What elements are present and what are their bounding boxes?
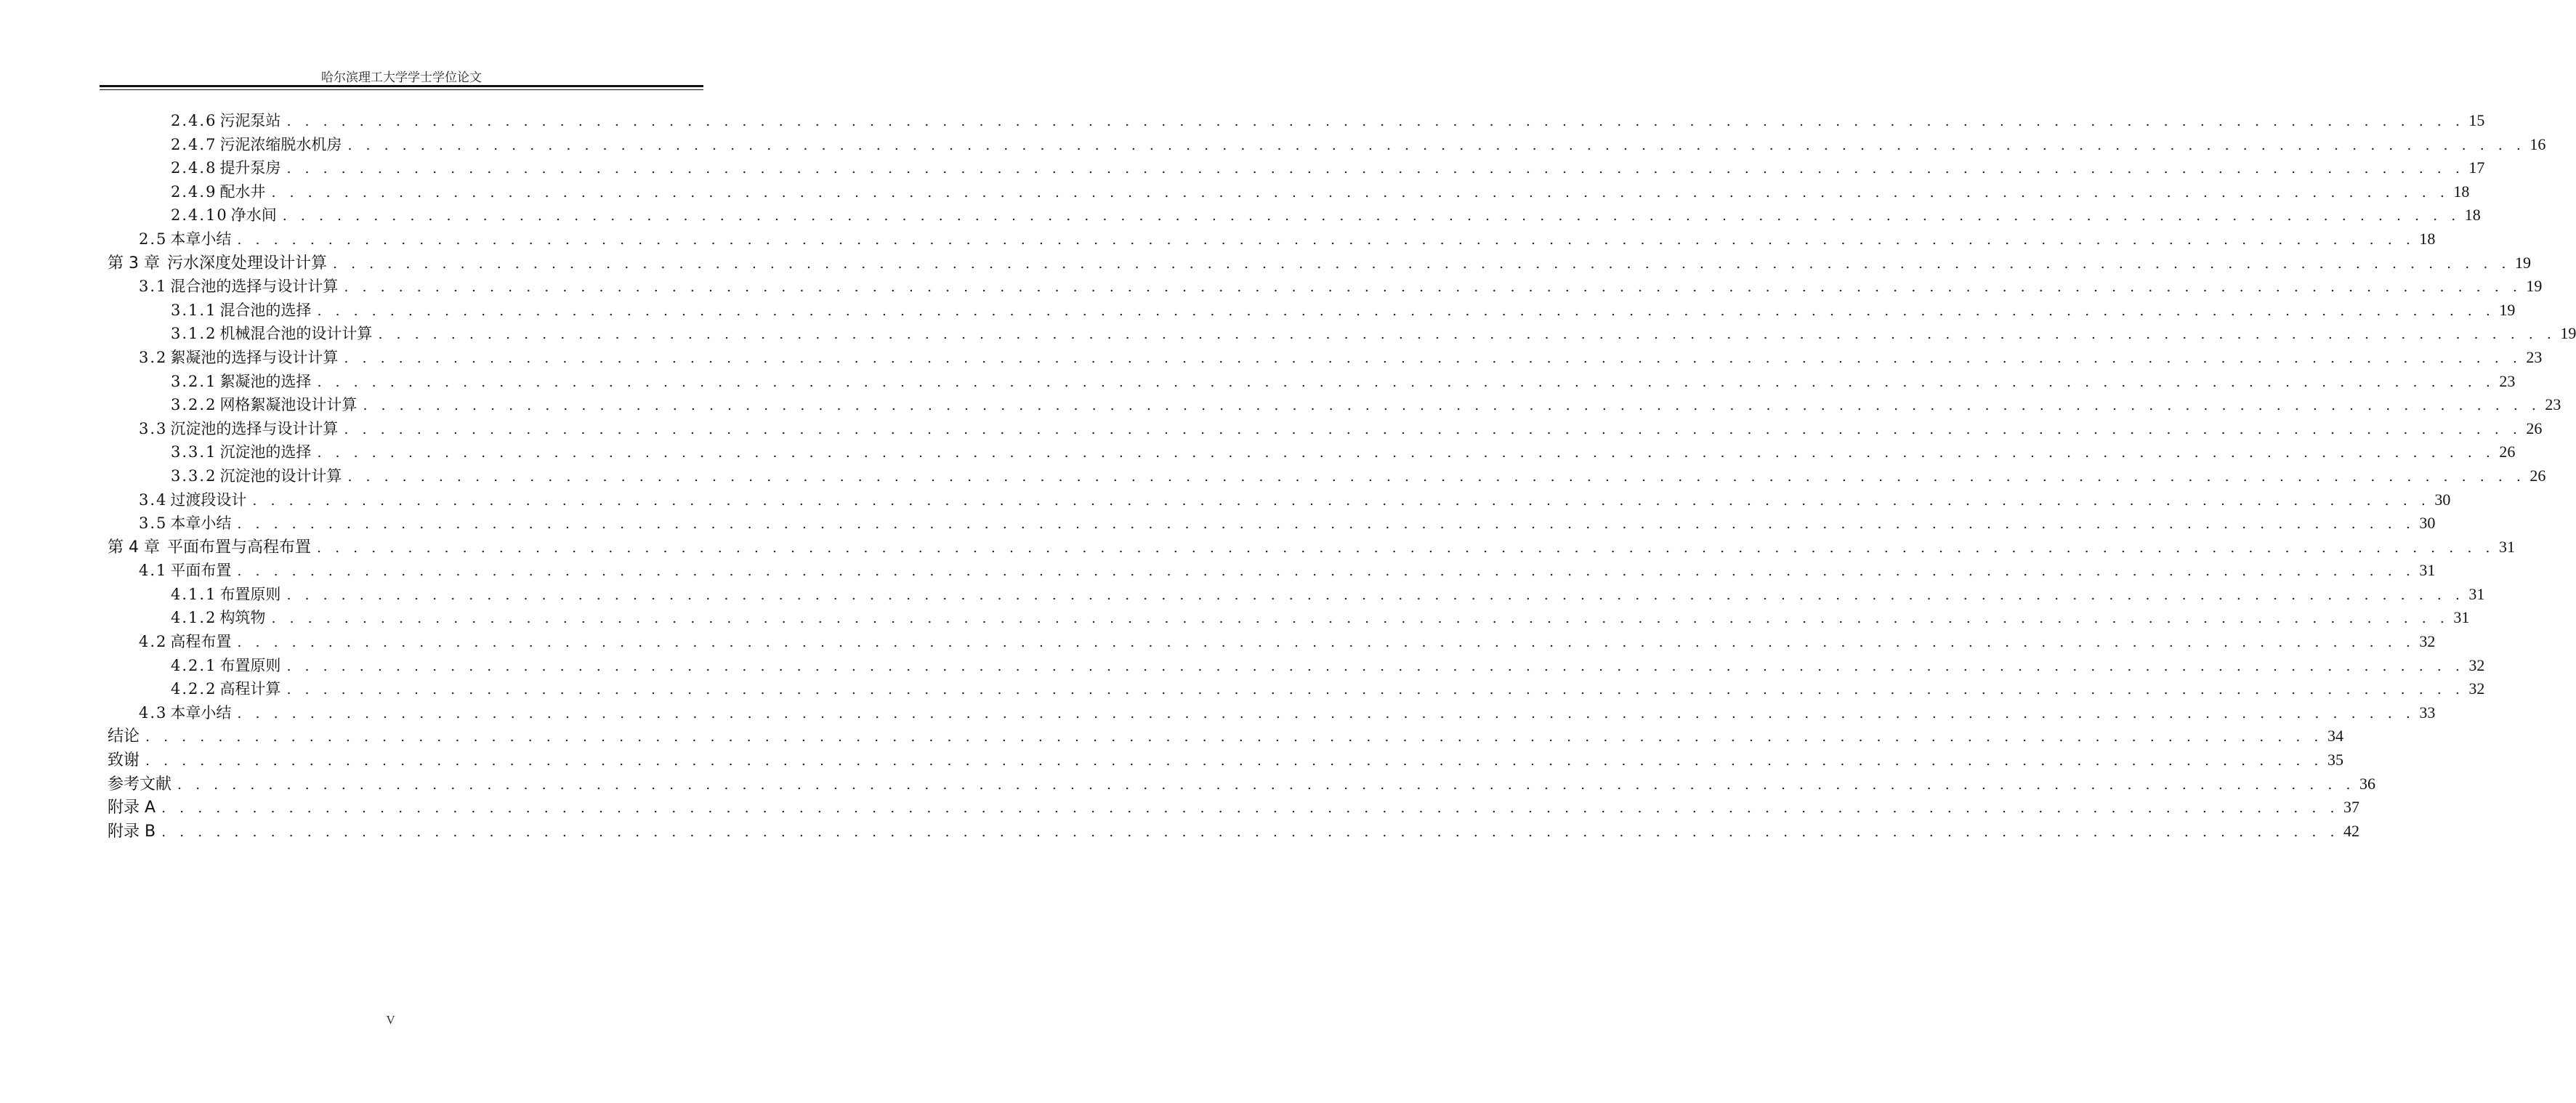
toc-entry-title: 平面布置 [170,562,232,580]
toc-entry-page: 31 [2498,537,2515,556]
toc-entry-title: 平面布置与高程布置 [166,538,311,557]
toc-entry-title: 本章小结 [170,230,232,248]
dot-leader: . . . . . . . . . . . . . . . . . . . . . . . . . . . . . . . . . . . . . . . . . . . . . . . . . . . . . . . . . . . . . . . . . . . . . . . . . . . . . . . . . . . . . . . . . . . . . . . . . . . . . . . . . . . . . . . . . . . . . . . . [237,705,2415,722]
toc-entry-page: 34 [2327,727,2343,746]
dot-leader: . . . . . . . . . . . . . . . . . . . . . . . . . . . . . . . . . . . . . . . . . . . . . . . . . . . . . . . . . . . . . . . . . . . . . . . . . . . . . . . . . . . . . . . . . . . . . . . . . . . . . . . . . . . . . . . . . . . . . . . . [252,492,2431,509]
toc-entry[interactable] [108,796,2359,820]
table-of-contents [108,109,2576,843]
toc-entry[interactable] [108,203,2481,227]
toc-entry-page: 19 [2526,277,2543,296]
toc-entry-number: 2.4.8 [171,159,217,177]
toc-entry[interactable] [108,677,2485,701]
toc-entry-title: 参考文献 [108,775,172,793]
toc-entry[interactable] [108,370,2516,394]
dot-leader: . . . . . . . . . . . . . . . . . . . . . . . . . . . . . . . . . . . . . . . . . . . . . . . . . . . . . . . . . . . . . . . . . . . . . . . . . . . . . . . . . . . . . . . . . . . . . . . . . . . . . . . . . . . . . . . . . . . . . . . . [317,539,2495,556]
toc-entry-page: 42 [2343,821,2360,840]
dot-leader: . . . . . . . . . . . . . . . . . . . . . . . . . . . . . . . . . . . . . . . . . . . . . . . . . . . . . . . . . . . . . . . . . . . . . . . . . . . . . . . . . . . . . . . . . . . . . . . . . . . . . . . . . . . . . . . . . . . . . . . . [271,184,2450,201]
toc-entry-title: 高程计算 [219,680,281,698]
toc-entry-title: 本章小结 [170,703,232,722]
toc-entry-number: 2.4.10 [171,206,228,225]
toc-entry-title: 提升泵房 [219,159,281,177]
running-header: 哈尔滨理工大学学士学位论文 [321,70,482,85]
toc-entry-number: 2.4.6 [171,112,217,129]
toc-entry-title: 附录 B [108,822,156,841]
toc-entry-page: 31 [2419,561,2436,580]
toc-entry-title: 机械混合池的设计计算 [219,325,373,343]
dot-leader: . . . . . . . . . . . . . . . . . . . . . . . . . . . . . . . . . . . . . . . . . . . . . . . . . . . . . . . . . . . . . . . . . . . . . . . . . . . . . . . . . . . . . . . . . . . . . . . . . . . . . . . . . . . . . . . . . . . . . . . . [286,586,2465,603]
toc-entry-page: 26 [2499,443,2516,461]
toc-entry-number: 3.5 [139,514,168,533]
dot-leader: . . . . . . . . . . . . . . . . . . . . . . . . . . . . . . . . . . . . . . . . . . . . . . . . . . . . . . . . . . . . . . . . . . . . . . . . . . . . . . . . . . . . . . . . . . . . . . . . . . . . . . . . . . . . . . . . . . . . . . . . [363,397,2541,414]
toc-entry-page: 23 [2499,371,2516,390]
toc-entry-title: 絮凝池的选择 [219,372,312,390]
toc-entry[interactable] [108,512,2436,536]
page-number: V [386,1013,395,1027]
toc-entry-title: 结论 [108,727,140,746]
header-rule-thick [100,85,703,87]
toc-entry-title: 沉淀池的设计计算 [219,466,342,485]
toc-entry-title: 致谢 [108,751,140,770]
toc-entry-title: 净水间 [230,206,277,225]
header-rule-thin [100,89,703,90]
dot-leader: . . . . . . . . . . . . . . . . . . . . . . . . . . . . . . . . . . . . . . . . . . . . . . . . . . . . . . . . . . . . . . . . . . . . . . . . . . . . . . . . . . . . . . . . . . . . . . . . . . . . . . . . . . . . . . . . . . . . . . . . [286,161,2465,177]
toc-entry[interactable] [108,559,2436,583]
toc-entry-title: 混合池的选择与设计计算 [170,278,339,296]
toc-entry[interactable] [108,299,2516,323]
toc-entry-title: 布置原则 [219,585,281,603]
toc-entry-page: 26 [2526,419,2543,437]
toc-entry-page: 18 [2464,206,2481,225]
dot-leader: . . . . . . . . . . . . . . . . . . . . . . . . . . . . . . . . . . . . . . . . . . . . . . . . . . . . . . . . . . . . . . . . . . . . . . . . . . . . . . . . . . . . . . . . . . . . . . . . . . . . . . . . . . . . . . . . . . . . . . . . [177,776,2355,793]
toc-entry-number: 4.2.1 [171,656,217,674]
toc-entry-page: 35 [2327,751,2343,769]
toc-entry-title: 沉淀池的选择 [219,443,312,461]
dot-leader: . . . . . . . . . . . . . . . . . . . . . . . . . . . . . . . . . . . . . . . . . . . . . . . . . . . . . . . . . . . . . . . . . . . . . . . . . . . . . . . . . . . . . . . . . . . . . . . . . . . . . . . . . . . . . . . . . . . . . . . . [145,729,2323,746]
toc-entry-page: 23 [2545,395,2561,414]
toc-entry-title: 附录 A [108,799,156,817]
toc-entry-page: 37 [2343,798,2359,817]
dot-leader: . . . . . . . . . . . . . . . . . . . . . . . . . . . . . . . . . . . . . . . . . . . . . . . . . . . . . . . . . . . . . . . . . . . . . . . . . . . . . . . . . . . . . . . . . . . . . . . . . . . . . . . . . . . . . . . . . . . . . . . . [237,634,2415,651]
dot-leader: . . . . . . . . . . . . . . . . . . . . . . . . . . . . . . . . . . . . . . . . . . . . . . . . . . . . . . . . . . . . . . . . . . . . . . . . . . . . . . . . . . . . . . . . . . . . . . . . . . . . . . . . . . . . . . . . . . . . . . . . [317,445,2495,461]
toc-entry-page: 17 [2468,158,2485,177]
toc-entry-title: 沉淀池的选择与设计计算 [170,419,339,437]
toc-entry-title: 高程布置 [170,633,232,651]
toc-entry[interactable] [108,724,2343,748]
toc-entry-number: 4.3 [139,703,168,722]
toc-entry-page: 31 [2468,584,2485,603]
dot-leader: . . . . . . . . . . . . . . . . . . . . . . . . . . . . . . . . . . . . . . . . . . . . . . . . . . . . . . . . . . . . . . . . . . . . . . . . . . . . . . . . . . . . . . . . . . . . . . . . . . . . . . . . . . . . . . . . . . . . . . . . [347,468,2526,485]
toc-entry-title: 过渡段设计 [170,490,247,509]
toc-entry-page: 30 [2434,490,2451,509]
toc-entry[interactable] [108,346,2543,370]
dot-leader: . . . . . . . . . . . . . . . . . . . . . . . . . . . . . . . . . . . . . . . . . . . . . . . . . . . . . . . . . . . . . . . . . . . . . . . . . . . . . . . . . . . . . . . . . . . . . . . . . . . . . . . . . . . . . . . . . . . . . . . . [271,610,2450,627]
toc-entry[interactable] [108,109,2485,133]
toc-entry-page: 23 [2526,347,2543,366]
toc-entry[interactable] [108,440,2516,464]
toc-entry-number: 3.1 [139,278,168,296]
toc-entry[interactable] [108,488,2451,512]
toc-entry-title: 构筑物 [219,609,266,627]
toc-entry-page: 33 [2419,703,2436,722]
toc-entry[interactable] [108,393,2561,417]
dot-leader: . . . . . . . . . . . . . . . . . . . . . . . . . . . . . . . . . . . . . . . . . . . . . . . . . . . . . . . . . . . . . . . . . . . . . . . . . . . . . . . . . . . . . . . . . . . . . . . . . . . . . . . . . . . . . . . . . . . . . . . . [378,326,2556,343]
dot-leader: . . . . . . . . . . . . . . . . . . . . . . . . . . . . . . . . . . . . . . . . . . . . . . . . . . . . . . . . . . . . . . . . . . . . . . . . . . . . . . . . . . . . . . . . . . . . . . . . . . . . . . . . . . . . . . . . . . . . . . . . [286,658,2465,674]
toc-entry-title: 污泥浓缩脱水机房 [219,135,342,153]
dot-leader: . . . . . . . . . . . . . . . . . . . . . . . . . . . . . . . . . . . . . . . . . . . . . . . . . . . . . . . . . . . . . . . . . . . . . . . . . . . . . . . . . . . . . . . . . . . . . . . . . . . . . . . . . . . . . . . . . . . . . . . . [344,350,2522,366]
toc-entry-number: 3.2.2 [171,396,217,414]
toc-entry[interactable] [108,417,2543,441]
toc-entry-number: 第 4 章 [108,538,160,557]
toc-entry-number: 3.3 [139,419,168,437]
toc-entry-title: 污水深度处理设计计算 [166,254,327,272]
toc-entry-page: 18 [2419,229,2436,248]
toc-entry-title: 布置原则 [219,656,281,674]
dot-leader: . . . . . . . . . . . . . . . . . . . . . . . . . . . . . . . . . . . . . . . . . . . . . . . . . . . . . . . . . . . . . . . . . . . . . . . . . . . . . . . . . . . . . . . . . . . . . . . . . . . . . . . . . . . . . . . . . . . . . . . . [286,113,2465,129]
toc-entry-number: 4.2 [139,633,168,651]
dot-leader: . . . . . . . . . . . . . . . . . . . . . . . . . . . . . . . . . . . . . . . . . . . . . . . . . . . . . . . . . . . . . . . . . . . . . . . . . . . . . . . . . . . . . . . . . . . . . . . . . . . . . . . . . . . . . . . . . . . . . . . . [237,231,2415,248]
toc-entry-number: 3.1.1 [171,301,217,319]
dot-leader: . . . . . . . . . . . . . . . . . . . . . . . . . . . . . . . . . . . . . . . . . . . . . . . . . . . . . . . . . . . . . . . . . . . . . . . . . . . . . . . . . . . . . . . . . . . . . . . . . . . . . . . . . . . . . . . . . . . . . . . . [344,421,2522,437]
toc-entry[interactable] [108,820,2360,844]
toc-entry-page: 32 [2419,632,2436,651]
toc-entry-title: 本章小结 [170,514,232,533]
dot-leader: . . . . . . . . . . . . . . . . . . . . . . . . . . . . . . . . . . . . . . . . . . . . . . . . . . . . . . . . . . . . . . . . . . . . . . . . . . . . . . . . . . . . . . . . . . . . . . . . . . . . . . . . . . . . . . . . . . . . . . . . [145,753,2323,769]
toc-entry[interactable] [108,654,2485,678]
toc-entry[interactable] [108,322,2576,346]
toc-entry-page: 15 [2468,111,2485,129]
toc-entry-number: 3.4 [139,490,168,509]
toc-entry-number: 3.1.2 [171,325,217,343]
toc-entry-title: 网格絮凝池设计计算 [219,396,358,414]
toc-entry[interactable] [108,275,2543,299]
toc-entry-number: 4.2.2 [171,680,217,698]
toc-entry-page: 36 [2359,774,2375,793]
toc-entry-number: 2.4.7 [171,135,217,153]
toc-entry-number: 2.4.9 [171,182,217,201]
toc-entry-number: 第 3 章 [108,254,160,272]
toc-entry-page: 19 [2499,300,2516,319]
toc-entry-page: 19 [2514,253,2531,272]
dot-leader: . . . . . . . . . . . . . . . . . . . . . . . . . . . . . . . . . . . . . . . . . . . . . . . . . . . . . . . . . . . . . . . . . . . . . . . . . . . . . . . . . . . . . . . . . . . . . . . . . . . . . . . . . . . . . . . . . . . . . . . . [347,137,2526,153]
toc-entry[interactable] [108,606,2470,630]
toc-entry[interactable] [108,536,2515,559]
toc-entry-title: 絮凝池的选择与设计计算 [170,348,339,366]
dot-leader: . . . . . . . . . . . . . . . . . . . . . . . . . . . . . . . . . . . . . . . . . . . . . . . . . . . . . . . . . . . . . . . . . . . . . . . . . . . . . . . . . . . . . . . . . . . . . . . . . . . . . . . . . . . . . . . . . . . . . . . . [237,563,2415,580]
toc-entry-number: 2.5 [139,230,168,248]
toc-entry[interactable] [108,133,2546,157]
toc-entry[interactable] [108,251,2531,275]
dot-leader: . . . . . . . . . . . . . . . . . . . . . . . . . . . . . . . . . . . . . . . . . . . . . . . . . . . . . . . . . . . . . . . . . . . . . . . . . . . . . . . . . . . . . . . . . . . . . . . . . . . . . . . . . . . . . . . . . . . . . . . . [344,279,2522,296]
toc-entry[interactable] [108,630,2436,654]
toc-entry-number: 4.1.1 [171,585,217,603]
toc-entry-title: 配水井 [219,182,266,201]
toc-entry-page: 19 [2560,324,2576,343]
toc-entry[interactable] [108,748,2343,772]
dot-leader: . . . . . . . . . . . . . . . . . . . . . . . . . . . . . . . . . . . . . . . . . . . . . . . . . . . . . . . . . . . . . . . . . . . . . . . . . . . . . . . . . . . . . . . . . . . . . . . . . . . . . . . . . . . . . . . . . . . . . . . . [286,682,2465,698]
dot-leader: . . . . . . . . . . . . . . . . . . . . . . . . . . . . . . . . . . . . . . . . . . . . . . . . . . . . . . . . . . . . . . . . . . . . . . . . . . . . . . . . . . . . . . . . . . . . . . . . . . . . . . . . . . . . . . . . . . . . . . . . [161,823,2340,840]
toc-entry-number: 3.2 [139,348,168,366]
toc-entry[interactable] [108,583,2485,607]
dot-leader: . . . . . . . . . . . . . . . . . . . . . . . . . . . . . . . . . . . . . . . . . . . . . . . . . . . . . . . . . . . . . . . . . . . . . . . . . . . . . . . . . . . . . . . . . . . . . . . . . . . . . . . . . . . . . . . . . . . . . . . . [317,302,2495,319]
toc-entry-number: 3.3.1 [171,443,217,461]
dot-leader: . . . . . . . . . . . . . . . . . . . . . . . . . . . . . . . . . . . . . . . . . . . . . . . . . . . . . . . . . . . . . . . . . . . . . . . . . . . . . . . . . . . . . . . . . . . . . . . . . . . . . . . . . . . . . . . . . . . . . . . . [317,373,2495,390]
toc-entry[interactable] [108,156,2485,180]
toc-entry-title: 混合池的选择 [219,301,312,319]
dot-leader: . . . . . . . . . . . . . . . . . . . . . . . . . . . . . . . . . . . . . . . . . . . . . . . . . . . . . . . . . . . . . . . . . . . . . . . . . . . . . . . . . . . . . . . . . . . . . . . . . . . . . . . . . . . . . . . . . . . . . . . . [237,516,2415,533]
toc-entry-page: 26 [2529,466,2546,485]
toc-entry-title: 污泥泵站 [219,112,281,129]
toc-entry-page: 32 [2468,679,2485,698]
toc-entry-number: 3.2.1 [171,372,217,390]
toc-entry-number: 4.1.2 [171,609,217,627]
toc-entry-page: 16 [2529,134,2546,153]
toc-entry-page: 18 [2453,182,2470,201]
toc-entry[interactable] [108,772,2375,796]
toc-entry-page: 31 [2453,608,2470,627]
toc-entry-page: 32 [2468,655,2485,674]
toc-entry-number: 4.1 [139,562,168,580]
dot-leader: . . . . . . . . . . . . . . . . . . . . . . . . . . . . . . . . . . . . . . . . . . . . . . . . . . . . . . . . . . . . . . . . . . . . . . . . . . . . . . . . . . . . . . . . . . . . . . . . . . . . . . . . . . . . . . . . . . . . . . . . [161,800,2339,817]
toc-entry-page: 30 [2419,514,2436,533]
dot-leader: . . . . . . . . . . . . . . . . . . . . . . . . . . . . . . . . . . . . . . . . . . . . . . . . . . . . . . . . . . . . . . . . . . . . . . . . . . . . . . . . . . . . . . . . . . . . . . . . . . . . . . . . . . . . . . . . . . . . . . . . [282,208,2460,225]
toc-entry[interactable] [108,701,2436,725]
dot-leader: . . . . . . . . . . . . . . . . . . . . . . . . . . . . . . . . . . . . . . . . . . . . . . . . . . . . . . . . . . . . . . . . . . . . . . . . . . . . . . . . . . . . . . . . . . . . . . . . . . . . . . . . . . . . . . . . . . . . . . . . [333,255,2511,272]
toc-entry[interactable] [108,464,2546,488]
toc-entry[interactable] [108,180,2470,204]
toc-entry[interactable] [108,227,2436,251]
toc-entry-number: 3.3.2 [171,466,217,485]
